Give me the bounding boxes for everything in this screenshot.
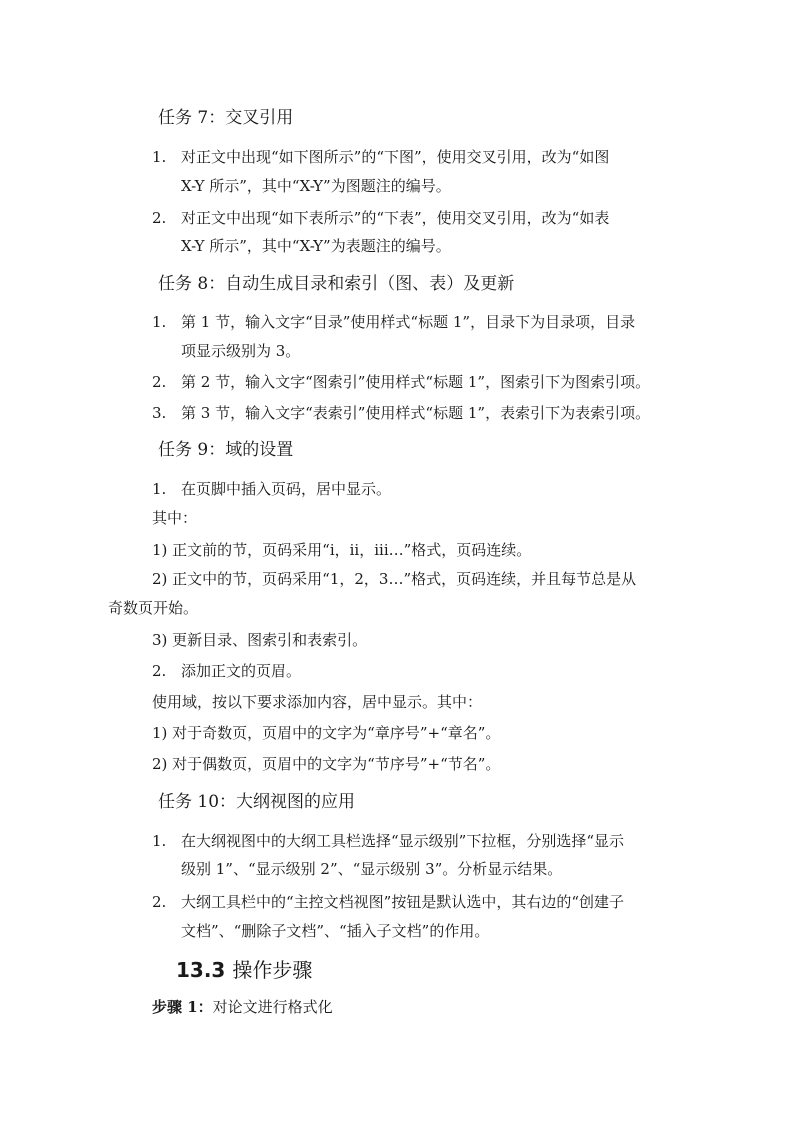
paragraph-usage: 使用域，按以下要求添加内容，居中显示。其中：: [152, 693, 483, 711]
list-number: 1.: [152, 832, 167, 850]
step-label: 步骤 1：: [152, 998, 213, 1016]
paragraph-sub-1: 1) 正文前的节，页码采用“i，ii，iii…”格式，页码连续。: [152, 541, 532, 559]
list-number: 2.: [152, 662, 167, 680]
list-number: 2.: [152, 893, 167, 911]
task8-heading: 任务 8：自动生成目录和索引（图、表）及更新: [158, 274, 515, 294]
task9-heading: 任务 9：域的设置: [158, 440, 294, 460]
list-text: 对正文中出现“如下图所示”的“下图”，使用交叉引用，改为“如图: [181, 148, 610, 166]
list-number: 1.: [152, 313, 167, 331]
task10-heading: 任务 10：大纲视图的应用: [158, 792, 356, 812]
list-text-continued: X-Y 所示”，其中“X-Y”为表题注的编号。: [181, 237, 451, 255]
list-number: 3.: [152, 404, 167, 422]
paragraph-qizhong: 其中：: [152, 509, 198, 527]
paragraph-sub-2: 2) 正文中的节，页码采用“1，2，3…”格式，页码连续，并且每节总是从: [152, 570, 637, 588]
section-heading: [176, 957, 312, 983]
list-text: 在页脚中插入页码，居中显示。: [181, 480, 392, 498]
list-text: 第 2 节，输入文字“图索引”使用样式“标题 1”，图索引下为图索引项。: [181, 373, 651, 391]
list-text-continued: 级别 1”、“显示级别 2”、“显示级别 3”。分析显示结果。: [181, 860, 563, 878]
section-title: 操作步骤: [232, 958, 313, 982]
list-number: 1.: [152, 480, 167, 498]
list-text: 大纲工具栏中的“主控文档视图”按钮是默认选中，其右边的“创建子: [181, 893, 625, 911]
section-number: 13.3: [176, 958, 226, 982]
task7-heading: 任务 7：交叉引用: [158, 108, 294, 128]
step-text: 对论文进行格式化: [212, 998, 333, 1016]
list-text: 添加正文的页眉。: [181, 662, 302, 680]
paragraph-even-pages: 2) 对于偶数页，页眉中的文字为“节序号”+“节名”。: [152, 755, 501, 773]
list-text: 在大纲视图中的大纲工具栏选择“显示级别”下拉框，分别选择“显示: [181, 832, 625, 850]
list-number: 1.: [152, 148, 167, 166]
paragraph-odd-pages: 1) 对于奇数页，页眉中的文字为“章序号”+“章名”。: [152, 724, 501, 742]
list-text-continued: X-Y 所示”，其中“X-Y”为图题注的编号。: [181, 177, 451, 195]
list-text-continued: 文档”、“删除子文档”、“插入子文档”的作用。: [181, 922, 490, 940]
list-text: 第 1 节，输入文字“目录”使用样式“标题 1”，目录下为目录项，目录: [181, 313, 636, 331]
list-text-continued: 项显示级别为 3。: [181, 342, 301, 360]
list-number: 2.: [152, 373, 167, 391]
paragraph-sub-2-continued: 奇数页开始。: [108, 599, 199, 617]
list-text: 第 3 节，输入文字“表索引”使用样式“标题 1”，表索引下为表索引项。: [181, 404, 651, 422]
paragraph-sub-3: 3) 更新目录、图索引和表索引。: [152, 631, 368, 649]
list-number: 2.: [152, 209, 167, 227]
step-1: [152, 997, 333, 1017]
list-text: 对正文中出现“如下表所示”的“下表”，使用交叉引用，改为“如表: [181, 209, 610, 227]
